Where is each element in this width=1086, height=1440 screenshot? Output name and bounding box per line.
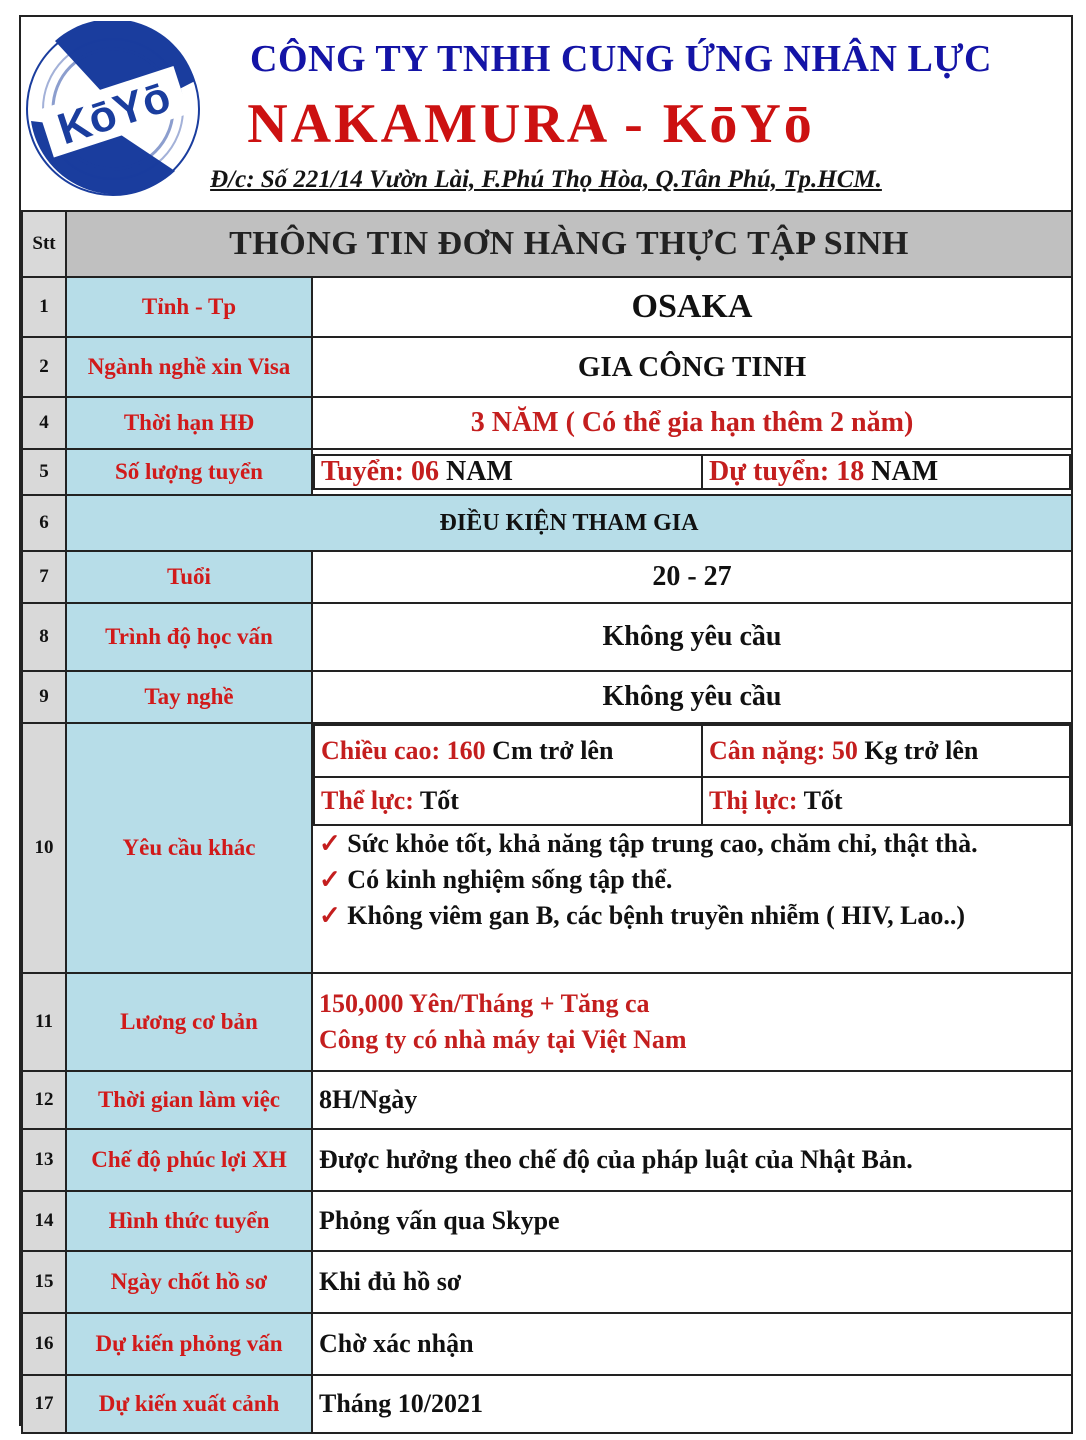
row-number: 17 (22, 1375, 66, 1433)
table-title: THÔNG TIN ĐƠN HÀNG THỰC TẬP SINH (66, 211, 1072, 277)
table-row (22, 973, 1072, 1071)
row-label: Dự kiến phỏng vấn (66, 1313, 312, 1375)
candidate-count: Dự tuyển: 18 NAM (702, 455, 1070, 489)
row-label: Yêu cầu khác (66, 723, 312, 973)
row-label: Tuổi (66, 551, 312, 603)
letterhead (21, 17, 1071, 210)
logo-text: KōYō (51, 72, 177, 155)
table-row (22, 723, 1072, 973)
table-row (22, 1191, 1072, 1251)
quantity-cell (312, 449, 1072, 495)
row-label: Thời hạn HĐ (66, 397, 312, 449)
brand-name: NAKAMURA - KōYō (247, 93, 815, 155)
table-title-row (22, 211, 1072, 277)
table-row (22, 603, 1072, 671)
row-label: Dự kiến xuất cảnh (66, 1375, 312, 1433)
table-row (22, 1313, 1072, 1375)
order-info-table (21, 210, 1073, 1434)
row-number: 7 (22, 551, 66, 603)
table-row (22, 551, 1072, 603)
table-row (22, 1251, 1072, 1313)
other-requirements-cell (312, 723, 1072, 973)
fitness-requirement: Thể lực: Tốt (314, 777, 702, 825)
table-row (22, 671, 1072, 723)
stt-header: Stt (22, 211, 66, 277)
table-row (22, 277, 1072, 337)
education-value: Không yêu cầu (312, 603, 1072, 671)
row-number: 9 (22, 671, 66, 723)
row-number: 14 (22, 1191, 66, 1251)
deadline-value: Khi đủ hồ sơ (312, 1251, 1072, 1313)
recruit-count: Tuyển: 06 NAM (314, 455, 702, 489)
company-name: CÔNG TY TNHH CUNG ỨNG NHÂN LỰC (250, 38, 992, 80)
row-label: Tỉnh - Tp (66, 277, 312, 337)
table-row (22, 1375, 1072, 1433)
row-label: Ngày chốt hồ sơ (66, 1251, 312, 1313)
welfare-value: Được hưởng theo chế độ của pháp luật của Nhật Bản. (312, 1129, 1072, 1191)
check-icon: ✓ (319, 901, 341, 930)
working-hours-value: 8H/Ngày (312, 1071, 1072, 1129)
job-value: GIA CÔNG TINH (312, 337, 1072, 397)
row-label: Tay nghề (66, 671, 312, 723)
table-row (22, 337, 1072, 397)
table-row (22, 449, 1072, 495)
row-number: 11 (22, 973, 66, 1071)
list-item: ✓ Có kinh nghiệm sống tập thể. (319, 865, 673, 894)
row-label: Ngành nghề xin Visa (66, 337, 312, 397)
row-number: 8 (22, 603, 66, 671)
row-number: 10 (22, 723, 66, 973)
skill-value: Không yêu cầu (312, 671, 1072, 723)
province-value: OSAKA (312, 277, 1072, 337)
requirement-bullets (313, 826, 1071, 934)
salary-value (312, 973, 1072, 1071)
factory-note: Công ty có nhà máy tại Việt Nam (319, 1025, 687, 1054)
row-label: Trình độ học vấn (66, 603, 312, 671)
check-icon: ✓ (319, 829, 341, 858)
row-number: 2 (22, 337, 66, 397)
check-icon: ✓ (319, 865, 341, 894)
vision-requirement: Thị lực: Tốt (702, 777, 1070, 825)
salary-line: 150,000 Yên/Tháng + Tăng ca (319, 989, 650, 1018)
row-label: Lương cơ bản (66, 973, 312, 1071)
row-number: 1 (22, 277, 66, 337)
row-number: 16 (22, 1313, 66, 1375)
document-frame (19, 15, 1073, 1426)
section-row (22, 495, 1072, 551)
list-item: ✓ Không viêm gan B, các bệnh truyền nhiễm ( HIV, Lao..) (319, 901, 966, 930)
section-heading: ĐIỀU KIỆN THAM GIA (66, 495, 1072, 551)
row-label: Thời gian làm việc (66, 1071, 312, 1129)
row-number: 15 (22, 1251, 66, 1313)
row-label: Chế độ phúc lợi XH (66, 1129, 312, 1191)
row-number: 5 (22, 449, 66, 495)
contract-duration-value: 3 NĂM ( Có thể gia hạn thêm 2 năm) (312, 397, 1072, 449)
row-label: Số lượng tuyển (66, 449, 312, 495)
company-address: Đ/c: Số 221/14 Vườn Lài, F.Phú Thọ Hòa, Q.Tân Phú, Tp.HCM. (210, 166, 882, 193)
weight-requirement: Cân nặng: 50 Kg trở lên (702, 725, 1070, 777)
row-label: Hình thức tuyển (66, 1191, 312, 1251)
row-number: 13 (22, 1129, 66, 1191)
departure-value: Tháng 10/2021 (312, 1375, 1072, 1433)
age-value: 20 - 27 (312, 551, 1072, 603)
list-item: ✓ Sức khỏe tốt, khả năng tập trung cao, chăm chỉ, thật thà. (319, 829, 978, 858)
row-number: 12 (22, 1071, 66, 1129)
row-number: 4 (22, 397, 66, 449)
table-row (22, 397, 1072, 449)
table-row (22, 1129, 1072, 1191)
recruitment-method-value: Phỏng vấn qua Skype (312, 1191, 1072, 1251)
table-row (22, 1071, 1072, 1129)
row-number: 6 (22, 495, 66, 551)
interview-value: Chờ xác nhận (312, 1313, 1072, 1375)
height-requirement: Chiều cao: 160 Cm trở lên (314, 725, 702, 777)
